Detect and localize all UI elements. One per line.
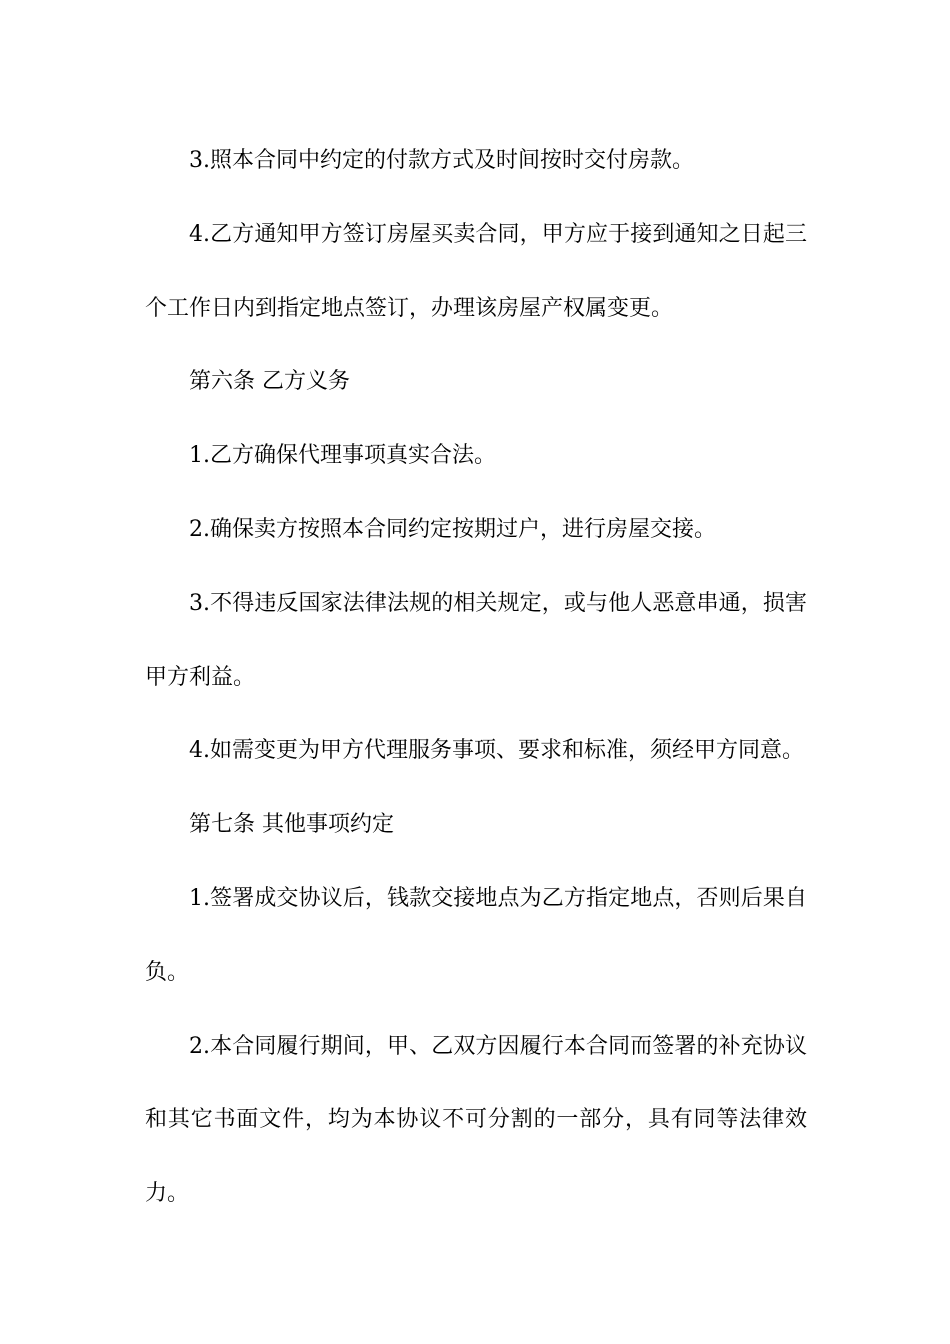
document-body xyxy=(145,124,807,1231)
paragraph-sign-contract: 4.乙方通知甲方签订房屋买卖合同，甲方应于接到通知之日起三个工作日内到指定地点签订，办理该房屋产权属变更。 xyxy=(145,221,807,321)
paragraph-supplementary-agreements: 2.本合同履行期间，甲、乙双方因履行本合同而签署的补充协议和其它书面文件，均为本协议不可分割的一部分，具有同等法律效力。 xyxy=(145,1033,807,1207)
section-heading-article-6: 第六条 乙方义务 xyxy=(189,369,350,395)
paragraph-legal-agency: 1.乙方确保代理事项真实合法。 xyxy=(189,443,496,469)
paragraph-payment-location: 1.签署成交协议后，钱款交接地点为乙方指定地点，否则后果自负。 xyxy=(145,885,807,985)
paragraph-no-violation: 3.不得违反国家法律法规的相关规定，或与他人恶意串通，损害甲方利益。 xyxy=(145,590,807,690)
paragraph-service-change: 4.如需变更为甲方代理服务事项、要求和标准，须经甲方同意。 xyxy=(189,738,804,764)
paragraph-payment-terms: 3.照本合同中约定的付款方式及时间按时交付房款。 xyxy=(189,148,694,173)
section-heading-article-7: 第七条 其他事项约定 xyxy=(189,812,394,838)
paragraph-transfer-handover: 2.确保卖方按照本合同约定按期过户，进行房屋交接。 xyxy=(189,516,716,542)
